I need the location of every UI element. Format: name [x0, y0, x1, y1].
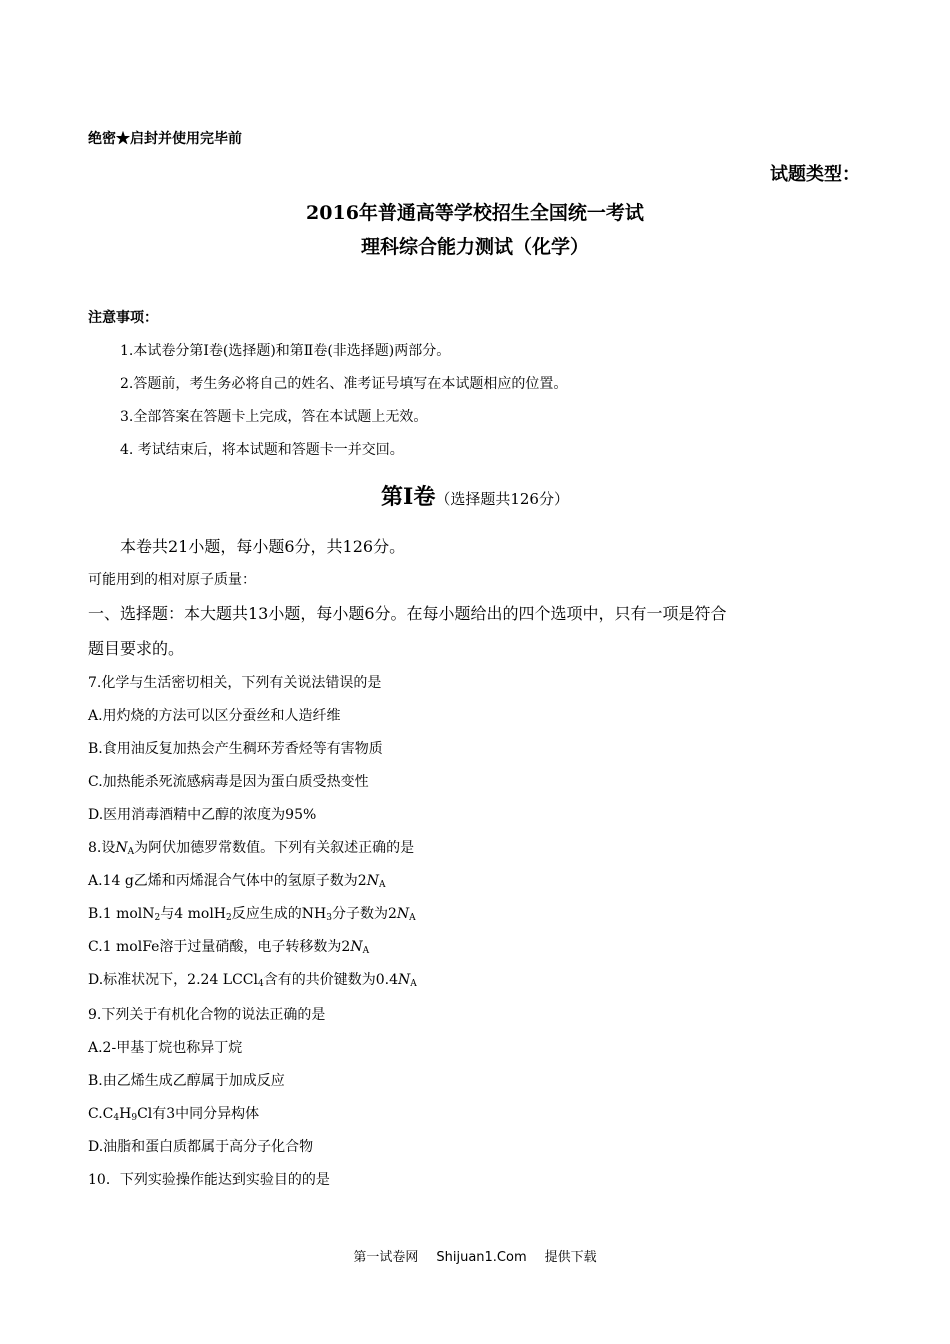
- note-item: 1.本试卷分第Ⅰ卷(选择题)和第Ⅱ卷(非选择题)两部分。: [120, 343, 451, 359]
- question-7-option-c: C.加热能杀死流感病毒是因为蛋白质受热变性: [88, 774, 369, 790]
- question-9-option-c: $C.C_4H_9Cl$有3中同分异构体: [88, 1106, 260, 1123]
- volume-subtitle: （选择题共126分）: [435, 490, 569, 508]
- atomic-mass-note: 可能用到的相对原子质量：: [88, 572, 256, 588]
- question-8-option-d: D.标准状况下，2.24 LCCl$_4$含有的共价键数为$0.4N_A$: [88, 972, 417, 989]
- question-8-option-a: A.14 g乙烯和丙烯混合气体中的氢原子数为$2N_A$: [88, 873, 386, 890]
- question-9-option-a: A.2-甲基丁烷也称异丁烷: [88, 1040, 243, 1056]
- volume-intro: 本卷共21小题，每小题6分，共126分。: [120, 537, 406, 556]
- question-8-option-c: C.1 molFe溶于过量硝酸，电子转移数为$2N_A$: [88, 939, 370, 956]
- note-item: 3.全部答案在答题卡上完成，答在本试题上无效。: [120, 409, 428, 425]
- question-7-option-b: B.食用油反复加热会产生稠环芳香烃等有害物质: [88, 741, 383, 757]
- question-8-stem: 8.设$N_A$为阿伏加德罗常数值。下列有关叙述正确的是: [88, 840, 415, 857]
- question-9-option-b: B.由乙烯生成乙醇属于加成反应: [88, 1073, 285, 1089]
- question-7-option-a: A.用灼烧的方法可以区分蚕丝和人造纤维: [88, 708, 341, 724]
- note-item: 4. 考试结束后，将本试题和答题卡一并交回。: [120, 442, 404, 458]
- footer-right: 提供下载: [544, 1250, 597, 1265]
- notes-heading: 注意事项：: [88, 310, 158, 326]
- volume-title: 第Ⅰ卷: [381, 484, 436, 510]
- question-10-stem: 10．下列实验操作能达到实验目的的是: [88, 1172, 330, 1188]
- page-title: 2016年普通高等学校招生全国统一考试: [306, 202, 644, 224]
- section-instructions-cont: 题目要求的。: [88, 639, 185, 658]
- footer-site: Shijuan1.Com: [436, 1250, 527, 1265]
- section-instructions: 一、选择题：本大题共13小题，每小题6分。在每小题给出的四个选项中，只有一项是符合: [88, 604, 727, 623]
- page-subtitle: 理科综合能力测试（化学）: [360, 236, 589, 258]
- volume-heading: [0, 480, 950, 511]
- question-9-stem: 9.下列关于有机化合物的说法正确的是: [88, 1007, 326, 1023]
- question-8-option-b: B.1 molN$_2$与4 molH$_2$反应生成的$NH_3$分子数为$2N_A$: [88, 906, 416, 923]
- footer-left: 第一试卷网: [353, 1250, 419, 1265]
- question-9-option-d: D.油脂和蛋白质都属于高分子化合物: [88, 1139, 314, 1155]
- exam-type-label: 试题类型：: [770, 164, 860, 185]
- question-7-option-d: D.医用消毒酒精中乙醇的浓度为95%: [88, 807, 317, 823]
- page-footer: [0, 1246, 950, 1265]
- question-7-stem: 7.化学与生活密切相关，下列有关说法错误的是: [88, 675, 382, 691]
- confidential-label: 绝密★启封并使用完毕前: [88, 131, 242, 147]
- note-item: 2.答题前，考生务必将自己的姓名、准考证号填写在本试题相应的位置。: [120, 376, 568, 392]
